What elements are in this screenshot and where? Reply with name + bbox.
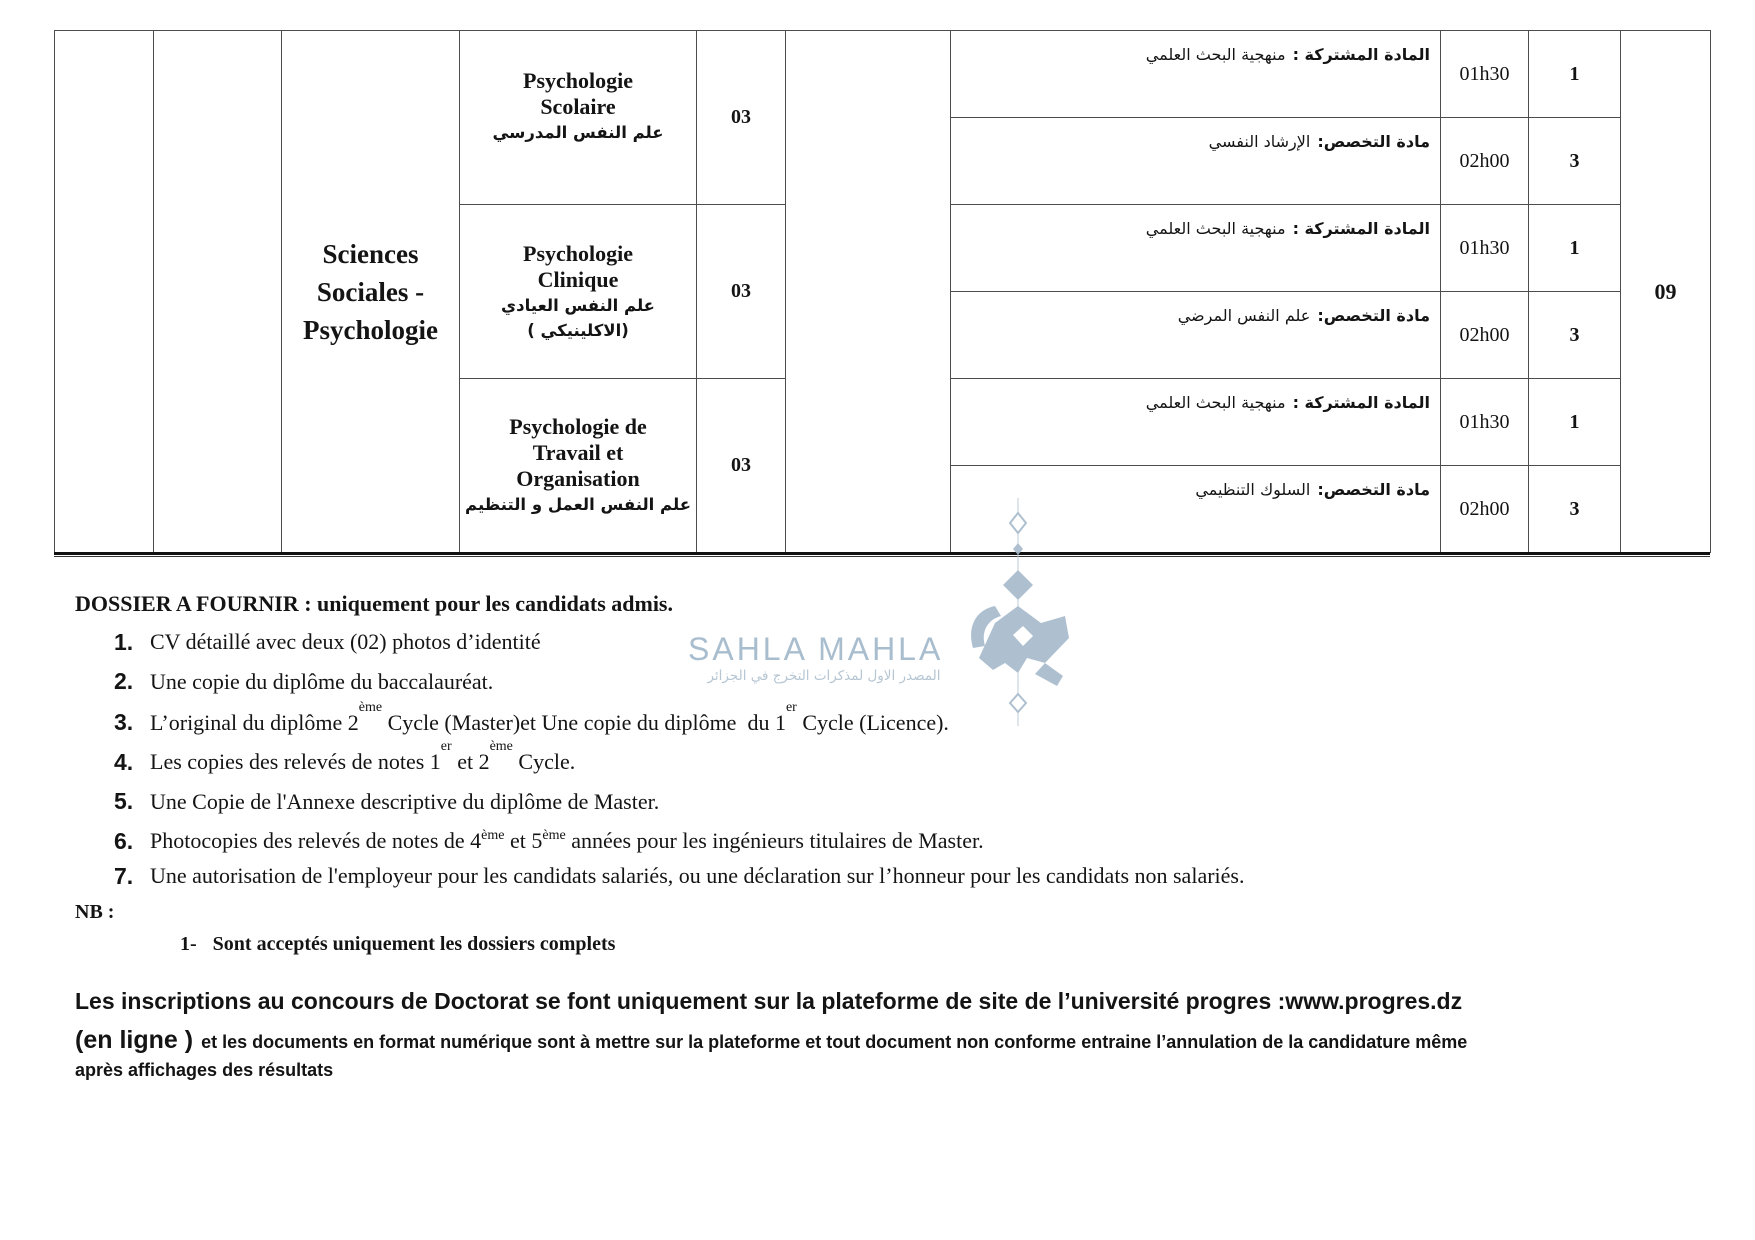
text-part: et 5	[504, 828, 543, 853]
specialty-name-ar: علم النفس العمل و التنظيم	[465, 495, 691, 514]
exam-subject-cell	[951, 292, 1441, 379]
specialty-name-fr: Travail et	[532, 440, 624, 465]
dossier-title: DOSSIER A FOURNIR : uniquement pour les candidats admis.	[75, 591, 673, 616]
list-number: 3.	[114, 709, 134, 735]
list-text: Une autorisation de l'employeur pour les candidats salariés, ou une déclaration sur l’honneur pour les candidats non salariés.	[150, 863, 1245, 888]
exam-subject-text: منهجية البحث العلمي	[1145, 219, 1286, 238]
places-cell	[697, 31, 786, 205]
duration-cell	[1441, 205, 1529, 292]
superscript: ème	[481, 828, 505, 843]
specialty-cell	[460, 31, 697, 205]
exam-schedule-table	[54, 30, 1711, 553]
list-text: Une copie du diplôme du baccalauréat.	[150, 668, 494, 694]
text-part: Cycle.	[512, 749, 576, 774]
blank-cell	[55, 31, 154, 553]
list-item	[114, 860, 1714, 892]
list-item	[114, 781, 1714, 822]
table-row	[55, 31, 1711, 118]
exam-subject-text: علم النفس المرضي	[1177, 306, 1311, 325]
places-count: 03	[731, 106, 751, 128]
coefficient-cell	[1529, 31, 1621, 118]
specialty-name-ar: علم النفس العيادي	[501, 295, 655, 315]
places-cell	[697, 205, 786, 379]
text-part: Photocopies des relevés de notes de 4	[150, 828, 482, 853]
exam-label: المادة المشتركة :	[1292, 45, 1430, 64]
coefficient-cell	[1529, 379, 1621, 466]
exam-label: مادة التخصص:	[1317, 480, 1430, 499]
total-places: 09	[1654, 278, 1677, 304]
coefficient-cell	[1529, 205, 1621, 292]
list-number: 1.	[114, 628, 134, 655]
text-part: L’original du diplôme 2	[150, 709, 359, 735]
list-number: 2.	[114, 668, 134, 694]
field-cell	[282, 31, 460, 553]
nb-text: Sont acceptés uniquement les dossiers complets	[212, 933, 616, 955]
registration-notice-line	[75, 1024, 1745, 1060]
duration: 02h00	[1459, 149, 1510, 172]
exam-subject-cell	[951, 205, 1441, 292]
list-text	[150, 828, 984, 854]
specialty-name-fr: Scolaire	[540, 94, 616, 119]
list-number: 6.	[114, 827, 134, 854]
exam-subject-cell	[951, 379, 1441, 466]
places-cell	[697, 379, 786, 553]
exam-subject-text: منهجية البحث العلمي	[1145, 393, 1286, 412]
duration-cell	[1441, 292, 1529, 379]
exam-subject	[951, 466, 1440, 501]
registration-notice: Les inscriptions au concours de Doctorat se font uniquement sur la plateforme de site de l’université progres :www.progres.dz	[75, 988, 1463, 1014]
coefficient: 1	[1569, 410, 1580, 433]
watermark-tagline: المصدر الاول لمذكرات التخرج في الجزائر	[707, 668, 941, 684]
specialty-name-ar: علم النفس المدرسي	[492, 123, 664, 142]
list-text	[150, 739, 576, 775]
specialty-name-fr: Psychologie	[523, 240, 633, 266]
list-text	[150, 699, 949, 736]
coefficient: 3	[1569, 149, 1580, 172]
duration: 01h30	[1459, 236, 1510, 259]
coefficient-cell	[1529, 292, 1621, 379]
exam-label: مادة التخصص:	[1317, 306, 1430, 325]
duration-cell	[1441, 379, 1529, 466]
nb-number: 1-	[180, 933, 197, 955]
duration: 02h00	[1459, 323, 1510, 346]
blank-cell	[154, 31, 282, 553]
field-line: Sciences	[322, 238, 419, 269]
list-number: 5.	[114, 788, 134, 814]
superscript: er	[785, 699, 797, 715]
exam-subject-text: الإرشاد النفسي	[1208, 132, 1311, 151]
list-text: Une Copie de l'Annexe descriptive du diplôme de Master.	[150, 788, 660, 814]
coefficient: 3	[1569, 323, 1580, 346]
notice-text: et les documents en format numérique sont à mettre sur la plateforme et tout document non conforme entraine l’annulation de la candidature même	[201, 1032, 1468, 1052]
coefficient: 1	[1569, 236, 1580, 259]
exam-label: المادة المشتركة :	[1292, 219, 1430, 238]
exam-subject	[951, 118, 1440, 153]
exam-subject	[951, 292, 1440, 327]
exam-subject-text: السلوك التنظيمي	[1195, 480, 1311, 499]
exam-subject	[951, 205, 1440, 240]
nb-title: NB :	[75, 901, 115, 923]
table-bottom-double-rule	[54, 552, 1710, 557]
superscript: ème	[489, 739, 513, 754]
superscript: ème	[542, 828, 566, 843]
specialty-name-fr: Psychologie	[523, 68, 633, 93]
total-places-cell	[1621, 31, 1711, 553]
exam-subject	[951, 31, 1440, 66]
exam-subject	[951, 379, 1440, 414]
duration: 01h30	[1459, 62, 1510, 85]
specialty-cell	[460, 379, 697, 553]
text-part: et 2	[451, 749, 490, 774]
specialty-name-ar: (الاكلينيكي )	[527, 320, 629, 340]
specialty-name-fr: Clinique	[537, 266, 619, 292]
watermark-brand: SAHLA MAHLA	[688, 631, 944, 667]
duration-cell	[1441, 118, 1529, 205]
exam-label: مادة التخصص:	[1317, 132, 1430, 151]
text-part: années pour les ingénieurs titulaires de Master.	[565, 828, 984, 853]
list-number: 7.	[114, 862, 134, 889]
online-label: (en ligne )	[75, 1026, 194, 1054]
places-count: 03	[731, 280, 751, 302]
list-number: 4.	[114, 748, 134, 775]
list-item	[114, 822, 1714, 860]
coefficient: 3	[1569, 497, 1580, 520]
field-line: Psychologie	[303, 314, 438, 345]
coefficient-cell	[1529, 466, 1621, 553]
coefficient-cell	[1529, 118, 1621, 205]
list-item	[114, 699, 1714, 743]
specialty-name-fr: Organisation	[516, 466, 640, 491]
exam-label: المادة المشتركة :	[1292, 393, 1430, 412]
superscript: er	[440, 739, 452, 754]
field-line: Sociales -	[316, 276, 425, 307]
nb-item	[180, 930, 615, 958]
superscript: ème	[358, 699, 383, 715]
text-part: Les copies des relevés de notes 1	[150, 749, 441, 774]
duration: 02h00	[1459, 497, 1510, 520]
specialty-name-fr: Psychologie de	[509, 414, 647, 439]
duration: 01h30	[1459, 410, 1510, 433]
notice-text: après affichages des résultats	[75, 1060, 334, 1080]
exam-subject-cell	[951, 31, 1441, 118]
list-item	[114, 739, 1714, 781]
text-part: Cycle (Master)et Une copie du diplôme du 1	[382, 709, 786, 735]
blank-cell	[786, 31, 951, 553]
list-text: CV détaillé avec deux (02) photos d’identité	[150, 629, 541, 654]
coefficient: 1	[1569, 62, 1580, 85]
duration-cell	[1441, 31, 1529, 118]
duration-cell	[1441, 466, 1529, 553]
places-count: 03	[731, 454, 751, 476]
exam-subject-cell	[951, 118, 1441, 205]
sahla-mahla-logo-icon	[965, 498, 1075, 726]
text-part: Cycle (Licence).	[796, 709, 949, 735]
specialty-cell	[460, 205, 697, 379]
exam-subject-text: منهجية البحث العلمي	[1145, 45, 1286, 64]
